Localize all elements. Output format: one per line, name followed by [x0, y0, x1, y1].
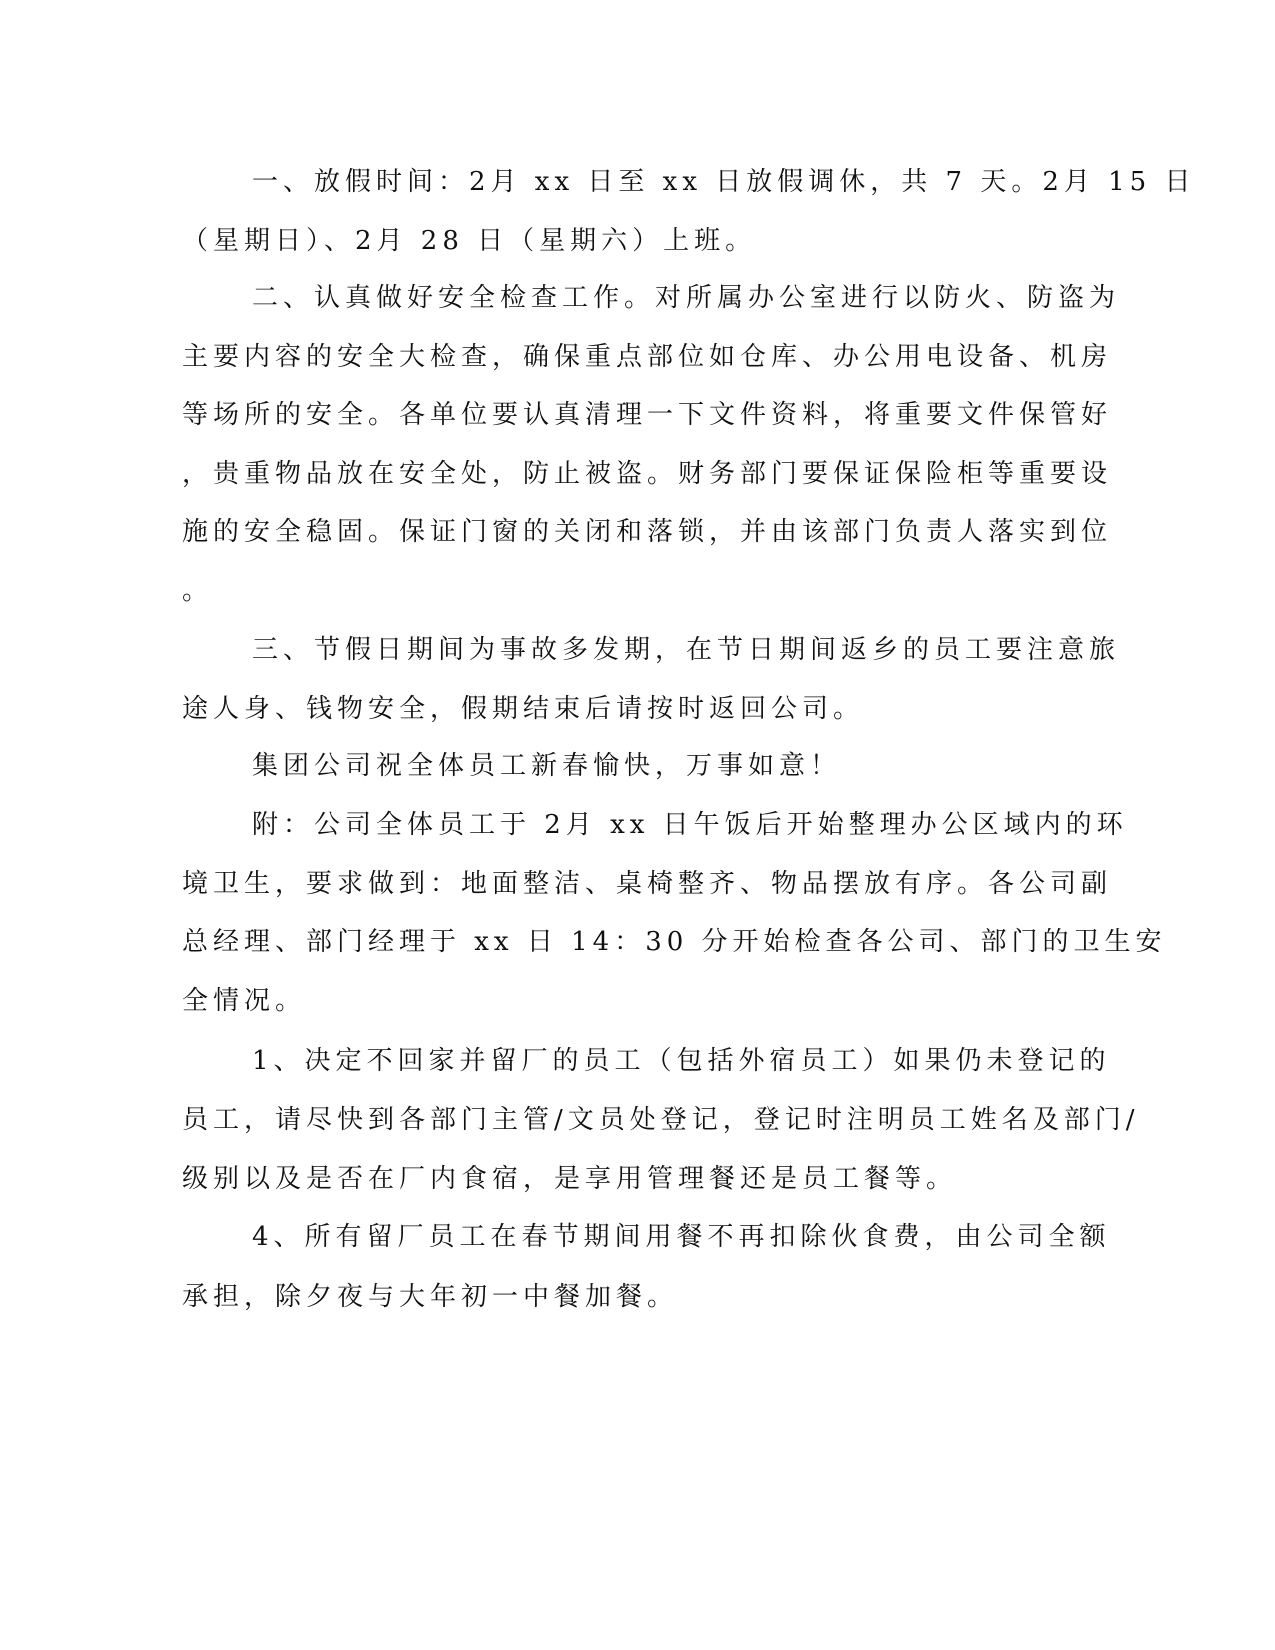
greeting-line: 集团公司祝全体员工新春愉快，万事如意！ — [252, 751, 842, 781]
travel-safety-line-1: 三、节假日期间为事故多发期，在节日期间返乡的员工要注意旅 — [252, 635, 1121, 665]
safety-check-line-2: 主要内容的安全大检查，确保重点部位如仓库、办公用电设备、机房 — [182, 342, 1113, 372]
item-1-line-2: 员工，请尽快到各部门主管/文员处登记，登记时注明员工姓名及部门/ — [182, 1105, 1140, 1135]
appendix-line-3: 总经理、部门经理于 xx 日 14：30 分开始检查各公司、部门的卫生安 — [182, 927, 1167, 957]
appendix-line-4: 全情况。 — [182, 986, 307, 1016]
safety-check-line-3: 等场所的安全。各单位要认真清理一下文件资料，将重要文件保管好 — [182, 400, 1113, 430]
safety-check-line-1: 二、认真做好安全检查工作。对所属办公室进行以防火、防盗为 — [252, 283, 1121, 313]
holiday-time-line-1: 一、放假时间：2月 xx 日至 xx 日放假调休，共 7 天。2月 15 日 — [252, 167, 1196, 197]
holiday-time-line-2: （星期日）、2月 28 日（星期六）上班。 — [182, 226, 757, 256]
item-4-line-1: 4、所有留厂员工在春节期间用餐不再扣除伙食费，由公司全额 — [252, 1222, 1111, 1252]
travel-safety-line-2: 途人身、钱物安全，假期结束后请按时返回公司。 — [182, 694, 865, 724]
item-1-line-3: 级别以及是否在厂内食宿，是享用管理餐还是员工餐等。 — [182, 1164, 958, 1194]
appendix-line-2: 境卫生，要求做到：地面整洁、桌椅整齐、物品摆放有序。各公司副 — [182, 869, 1113, 899]
appendix-line-1: 附：公司全体员工于 2月 xx 日午饭后开始整理办公区域内的环 — [252, 810, 1128, 840]
safety-check-line-4: ，贵重物品放在安全处，防止被盗。财务部门要保证保险柜等重要设 — [182, 459, 1113, 489]
item-4-line-2: 承担，除夕夜与大年初一中餐加餐。 — [182, 1282, 679, 1312]
item-1-line-1: 1、决定不回家并留厂的员工（包括外宿员工）如果仍未登记的 — [252, 1046, 1111, 1076]
safety-check-line-6: 。 — [182, 576, 214, 606]
safety-check-line-5: 施的安全稳固。保证门窗的关闭和落锁，并由该部门负责人落实到位 — [182, 517, 1113, 547]
